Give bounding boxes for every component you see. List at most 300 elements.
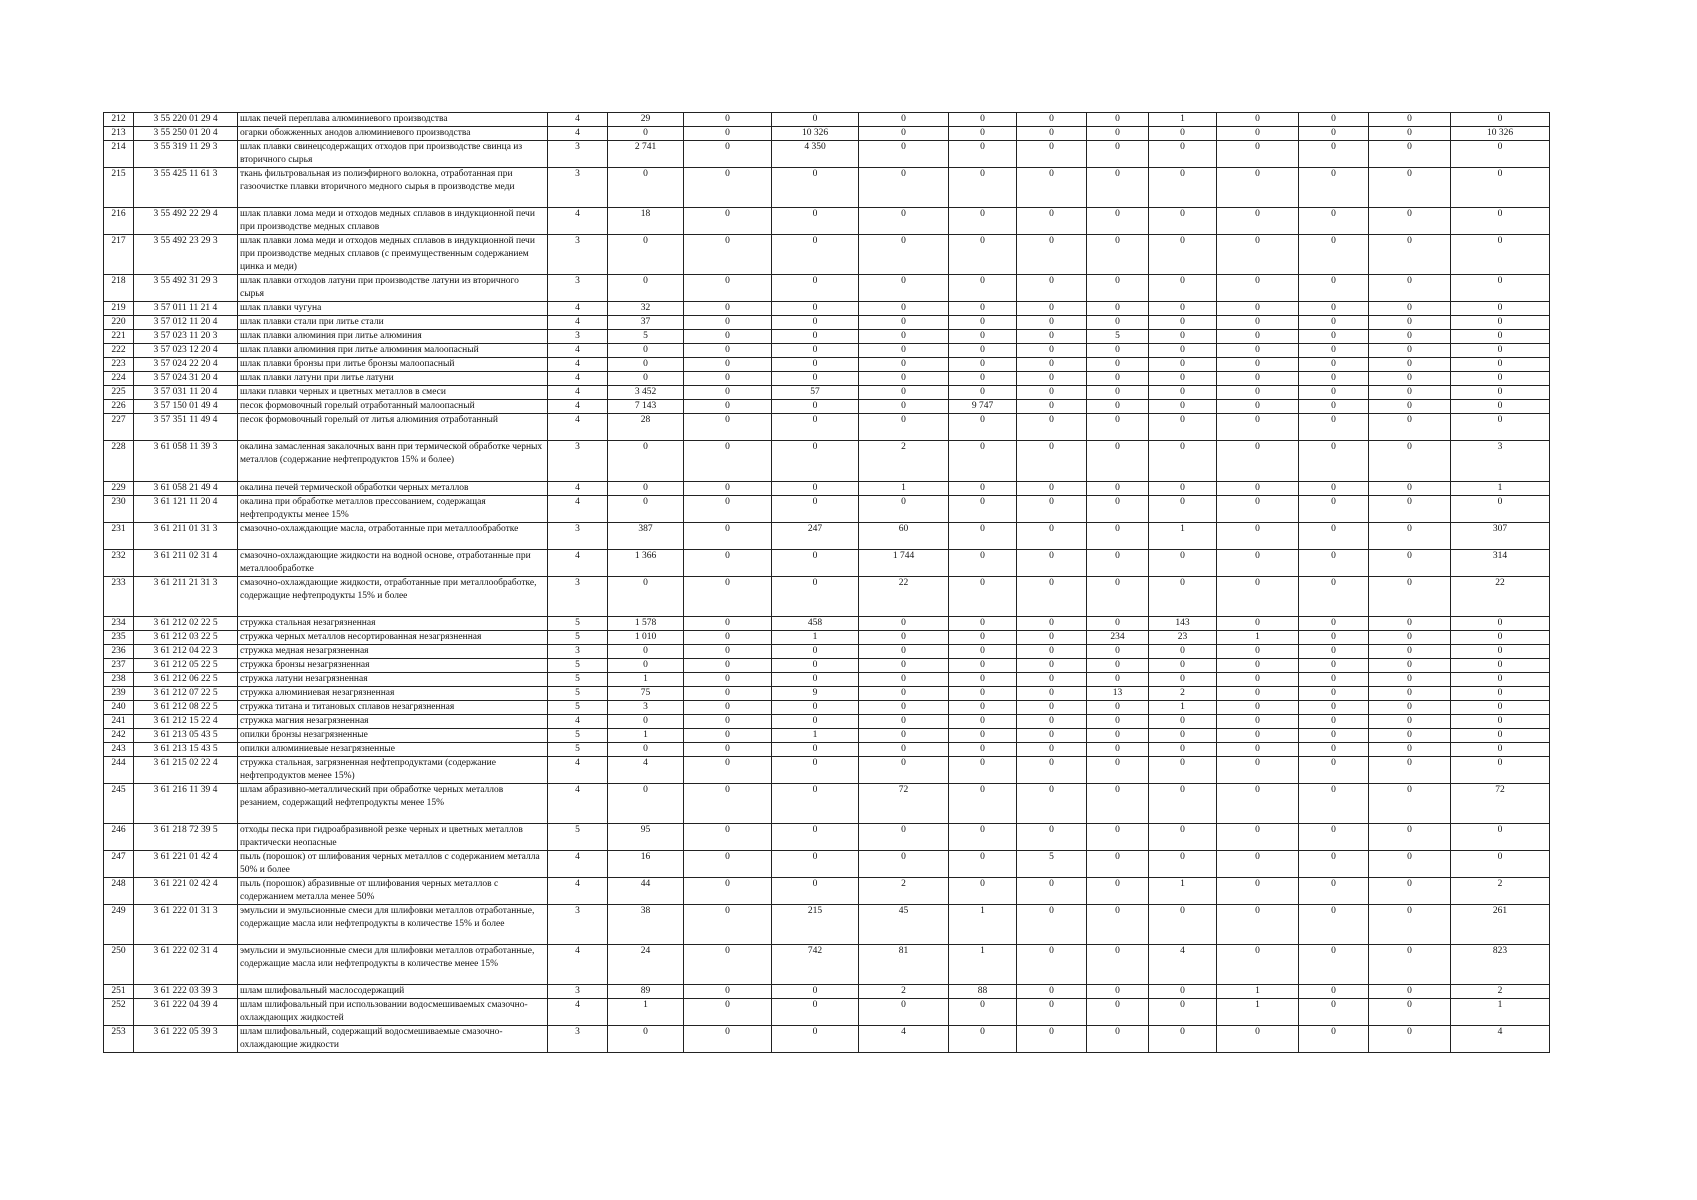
value-cell: 0 xyxy=(859,344,949,358)
value-cell: 0 xyxy=(1369,141,1451,168)
value-cell: 2 xyxy=(1451,985,1550,999)
value-cell: 0 xyxy=(1451,386,1550,400)
row-number-cell: 249 xyxy=(104,905,134,945)
hazard-class-cell: 4 xyxy=(548,372,608,386)
row-number-cell: 222 xyxy=(104,344,134,358)
value-cell: 0 xyxy=(608,645,684,659)
value-cell: 0 xyxy=(1087,386,1149,400)
waste-name-cell: окалина печей термической обработки черных металлов xyxy=(238,482,548,496)
table-row xyxy=(104,344,1550,358)
table-row xyxy=(104,985,1550,999)
value-cell: 89 xyxy=(608,985,684,999)
value-cell: 0 xyxy=(1149,496,1217,523)
value-cell: 0 xyxy=(859,400,949,414)
value-cell: 0 xyxy=(1369,441,1451,482)
value-cell: 0 xyxy=(1087,851,1149,878)
value-cell: 0 xyxy=(1217,659,1299,673)
value-cell: 0 xyxy=(859,617,949,631)
table-row xyxy=(104,945,1550,985)
table-row xyxy=(104,577,1550,617)
row-number-cell: 241 xyxy=(104,715,134,729)
hazard-class-cell: 4 xyxy=(548,715,608,729)
value-cell: 0 xyxy=(1017,784,1087,824)
value-cell: 0 xyxy=(1087,617,1149,631)
value-cell: 0 xyxy=(772,372,859,386)
value-cell: 0 xyxy=(949,673,1017,687)
value-cell: 0 xyxy=(1087,496,1149,523)
value-cell: 0 xyxy=(1299,743,1369,757)
hazard-class-cell: 4 xyxy=(548,302,608,316)
value-cell: 0 xyxy=(1299,275,1369,302)
row-number-cell: 247 xyxy=(104,851,134,878)
value-cell: 0 xyxy=(1087,645,1149,659)
waste-code-cell: 3 55 250 01 20 4 xyxy=(134,127,238,141)
value-cell: 0 xyxy=(1017,141,1087,168)
value-cell: 0 xyxy=(1451,316,1550,330)
value-cell: 0 xyxy=(1017,631,1087,645)
value-cell: 0 xyxy=(1217,617,1299,631)
value-cell: 10 326 xyxy=(1451,127,1550,141)
value-cell: 0 xyxy=(1299,878,1369,905)
value-cell: 0 xyxy=(1017,945,1087,985)
value-cell: 0 xyxy=(1217,645,1299,659)
table-row xyxy=(104,673,1550,687)
value-cell: 0 xyxy=(608,784,684,824)
waste-code-cell: 3 61 212 15 22 4 xyxy=(134,715,238,729)
table-row xyxy=(104,701,1550,715)
value-cell: 0 xyxy=(1017,400,1087,414)
table-body xyxy=(104,113,1550,1053)
value-cell: 0 xyxy=(1217,550,1299,577)
table-row xyxy=(104,851,1550,878)
value-cell: 0 xyxy=(1451,275,1550,302)
value-cell: 0 xyxy=(1149,851,1217,878)
value-cell: 0 xyxy=(1087,824,1149,851)
hazard-class-cell: 3 xyxy=(548,168,608,208)
value-cell: 0 xyxy=(772,757,859,784)
waste-code-cell: 3 61 218 72 39 5 xyxy=(134,824,238,851)
value-cell: 0 xyxy=(1299,113,1369,127)
value-cell: 0 xyxy=(1299,302,1369,316)
waste-name-cell: стружка латуни незагрязненная xyxy=(238,673,548,687)
value-cell: 0 xyxy=(1017,275,1087,302)
value-cell: 0 xyxy=(1369,400,1451,414)
value-cell: 0 xyxy=(1217,330,1299,344)
value-cell: 0 xyxy=(1017,743,1087,757)
hazard-class-cell: 4 xyxy=(548,113,608,127)
value-cell: 0 xyxy=(949,550,1017,577)
waste-code-cell: 3 55 492 22 29 4 xyxy=(134,208,238,235)
value-cell: 458 xyxy=(772,617,859,631)
value-cell: 0 xyxy=(1369,945,1451,985)
value-cell: 0 xyxy=(1299,550,1369,577)
value-cell: 7 143 xyxy=(608,400,684,414)
table-row xyxy=(104,127,1550,141)
value-cell: 1 xyxy=(772,729,859,743)
value-cell: 3 452 xyxy=(608,386,684,400)
value-cell: 0 xyxy=(1017,208,1087,235)
table-row xyxy=(104,441,1550,482)
value-cell: 0 xyxy=(1017,617,1087,631)
value-cell: 0 xyxy=(684,784,772,824)
value-cell: 0 xyxy=(772,235,859,275)
row-number-cell: 227 xyxy=(104,414,134,441)
value-cell: 1 578 xyxy=(608,617,684,631)
waste-name-cell: смазочно-охлаждающие жидкости на водной основе, отработанные при металлообработке xyxy=(238,550,548,577)
waste-name-cell: шлак плавки свинецсодержащих отходов при производстве свинца из вторичного сырья xyxy=(238,141,548,168)
table-row xyxy=(104,659,1550,673)
value-cell: 0 xyxy=(1299,999,1369,1026)
value-cell: 0 xyxy=(1369,372,1451,386)
value-cell: 0 xyxy=(684,414,772,441)
hazard-class-cell: 4 xyxy=(548,344,608,358)
row-number-cell: 228 xyxy=(104,441,134,482)
row-number-cell: 244 xyxy=(104,757,134,784)
row-number-cell: 217 xyxy=(104,235,134,275)
value-cell: 0 xyxy=(684,330,772,344)
table-row xyxy=(104,386,1550,400)
hazard-class-cell: 4 xyxy=(548,386,608,400)
waste-code-cell: 3 57 012 11 20 4 xyxy=(134,316,238,330)
value-cell: 72 xyxy=(859,784,949,824)
value-cell: 0 xyxy=(608,275,684,302)
value-cell: 387 xyxy=(608,523,684,550)
value-cell: 0 xyxy=(608,743,684,757)
table-row xyxy=(104,757,1550,784)
waste-name-cell: отходы песка при гидроабразивной резке черных и цветных металлов практически неопасные xyxy=(238,824,548,851)
value-cell: 45 xyxy=(859,905,949,945)
value-cell: 0 xyxy=(1369,905,1451,945)
waste-name-cell: пыль (порошок) от шлифования черных металлов с содержанием металла 50% и более xyxy=(238,851,548,878)
value-cell: 0 xyxy=(1299,523,1369,550)
waste-name-cell: шлам шлифовальный при использовании водосмешиваемых смазочно-охлаждающих жидкостей xyxy=(238,999,548,1026)
table-row xyxy=(104,302,1550,316)
value-cell: 0 xyxy=(859,113,949,127)
value-cell: 0 xyxy=(1017,235,1087,275)
value-cell: 0 xyxy=(772,659,859,673)
value-cell: 0 xyxy=(772,496,859,523)
value-cell: 0 xyxy=(1149,577,1217,617)
value-cell: 0 xyxy=(1369,851,1451,878)
value-cell: 0 xyxy=(608,358,684,372)
value-cell: 0 xyxy=(1369,496,1451,523)
hazard-class-cell: 3 xyxy=(548,905,608,945)
value-cell: 0 xyxy=(1369,275,1451,302)
value-cell: 0 xyxy=(949,757,1017,784)
waste-code-cell: 3 61 221 02 42 4 xyxy=(134,878,238,905)
value-cell: 0 xyxy=(1017,358,1087,372)
value-cell: 0 xyxy=(949,275,1017,302)
value-cell: 0 xyxy=(1217,824,1299,851)
waste-code-cell: 3 57 351 11 49 4 xyxy=(134,414,238,441)
value-cell: 22 xyxy=(1451,577,1550,617)
waste-name-cell: стружка стальная незагрязненная xyxy=(238,617,548,631)
value-cell: 0 xyxy=(859,386,949,400)
value-cell: 0 xyxy=(1017,113,1087,127)
value-cell: 0 xyxy=(1451,113,1550,127)
value-cell: 0 xyxy=(1299,757,1369,784)
value-cell: 0 xyxy=(1451,659,1550,673)
value-cell: 0 xyxy=(1017,729,1087,743)
value-cell: 0 xyxy=(1087,659,1149,673)
row-number-cell: 248 xyxy=(104,878,134,905)
value-cell: 0 xyxy=(1299,208,1369,235)
value-cell: 0 xyxy=(1087,358,1149,372)
value-cell: 0 xyxy=(859,729,949,743)
value-cell: 0 xyxy=(859,235,949,275)
value-cell: 0 xyxy=(859,127,949,141)
value-cell: 0 xyxy=(1149,985,1217,999)
value-cell: 0 xyxy=(1149,441,1217,482)
row-number-cell: 240 xyxy=(104,701,134,715)
value-cell: 0 xyxy=(1087,985,1149,999)
value-cell: 0 xyxy=(684,344,772,358)
table-row xyxy=(104,784,1550,824)
value-cell: 0 xyxy=(949,302,1017,316)
value-cell: 0 xyxy=(1017,168,1087,208)
waste-name-cell: эмульсии и эмульсионные смеси для шлифовки металлов отработанные, содержащие масла или нефтепродукты в количестве менее 15% xyxy=(238,945,548,985)
value-cell: 0 xyxy=(1087,577,1149,617)
value-cell: 0 xyxy=(949,441,1017,482)
row-number-cell: 230 xyxy=(104,496,134,523)
hazard-class-cell: 3 xyxy=(548,645,608,659)
value-cell: 0 xyxy=(684,550,772,577)
value-cell: 0 xyxy=(1149,386,1217,400)
value-cell: 0 xyxy=(1369,208,1451,235)
value-cell: 261 xyxy=(1451,905,1550,945)
row-number-cell: 238 xyxy=(104,673,134,687)
waste-code-cell: 3 61 211 02 31 4 xyxy=(134,550,238,577)
table-row xyxy=(104,743,1550,757)
value-cell: 0 xyxy=(1369,302,1451,316)
value-cell: 0 xyxy=(859,141,949,168)
value-cell: 0 xyxy=(949,330,1017,344)
value-cell: 0 xyxy=(1299,316,1369,330)
waste-name-cell: стружка титана и титановых сплавов незагрязненная xyxy=(238,701,548,715)
value-cell: 0 xyxy=(949,824,1017,851)
value-cell: 0 xyxy=(1299,441,1369,482)
hazard-class-cell: 3 xyxy=(548,1026,608,1053)
value-cell: 0 xyxy=(949,659,1017,673)
value-cell: 0 xyxy=(859,414,949,441)
value-cell: 0 xyxy=(772,441,859,482)
value-cell: 0 xyxy=(1149,358,1217,372)
value-cell: 0 xyxy=(1299,645,1369,659)
hazard-class-cell: 3 xyxy=(548,141,608,168)
waste-name-cell: шлак плавки латуни при литье латуни xyxy=(238,372,548,386)
value-cell: 1 744 xyxy=(859,550,949,577)
value-cell: 0 xyxy=(859,302,949,316)
hazard-class-cell: 4 xyxy=(548,999,608,1026)
value-cell: 0 xyxy=(684,757,772,784)
value-cell: 0 xyxy=(1299,673,1369,687)
value-cell: 0 xyxy=(859,330,949,344)
value-cell: 0 xyxy=(1217,687,1299,701)
value-cell: 0 xyxy=(1017,386,1087,400)
value-cell: 0 xyxy=(1299,235,1369,275)
value-cell: 0 xyxy=(1299,701,1369,715)
value-cell: 37 xyxy=(608,316,684,330)
waste-name-cell: шлак плавки отходов латуни при производстве латуни из вторичного сырья xyxy=(238,275,548,302)
value-cell: 0 xyxy=(949,851,1017,878)
value-cell: 2 xyxy=(859,878,949,905)
table-row xyxy=(104,208,1550,235)
value-cell: 1 xyxy=(859,482,949,496)
table-row xyxy=(104,905,1550,945)
value-cell: 0 xyxy=(1087,482,1149,496)
row-number-cell: 252 xyxy=(104,999,134,1026)
value-cell: 0 xyxy=(859,208,949,235)
waste-code-cell: 3 61 221 01 42 4 xyxy=(134,851,238,878)
value-cell: 0 xyxy=(1451,141,1550,168)
row-number-cell: 232 xyxy=(104,550,134,577)
waste-name-cell: смазочно-охлаждающие жидкости, отработанные при металлообработке, содержащие нефтепродукты 15% и более xyxy=(238,577,548,617)
value-cell: 0 xyxy=(1451,400,1550,414)
value-cell: 0 xyxy=(1217,715,1299,729)
value-cell: 23 xyxy=(1149,631,1217,645)
value-cell: 0 xyxy=(1217,113,1299,127)
value-cell: 0 xyxy=(684,208,772,235)
waste-code-cell: 3 57 011 11 21 4 xyxy=(134,302,238,316)
waste-code-cell: 3 57 023 11 20 3 xyxy=(134,330,238,344)
value-cell: 0 xyxy=(1299,945,1369,985)
waste-code-cell: 3 61 058 21 49 4 xyxy=(134,482,238,496)
hazard-class-cell: 3 xyxy=(548,275,608,302)
hazard-class-cell: 3 xyxy=(548,235,608,275)
value-cell: 0 xyxy=(949,482,1017,496)
value-cell: 9 xyxy=(772,687,859,701)
waste-name-cell: стружка медная незагрязненная xyxy=(238,645,548,659)
value-cell: 0 xyxy=(1451,617,1550,631)
value-cell: 0 xyxy=(1087,729,1149,743)
row-number-cell: 236 xyxy=(104,645,134,659)
value-cell: 5 xyxy=(1017,851,1087,878)
hazard-class-cell: 4 xyxy=(548,400,608,414)
waste-code-cell: 3 57 024 31 20 4 xyxy=(134,372,238,386)
value-cell: 0 xyxy=(1369,482,1451,496)
value-cell: 0 xyxy=(1217,302,1299,316)
waste-name-cell: песок формовочный горелый от литья алюминия отработанный xyxy=(238,414,548,441)
waste-code-cell: 3 61 222 04 39 4 xyxy=(134,999,238,1026)
table-row xyxy=(104,372,1550,386)
value-cell: 0 xyxy=(949,113,1017,127)
value-cell: 0 xyxy=(1299,344,1369,358)
value-cell: 0 xyxy=(1217,757,1299,784)
value-cell: 0 xyxy=(1451,414,1550,441)
waste-name-cell: шлаки плавки черных и цветных металлов в смеси xyxy=(238,386,548,400)
waste-name-cell: шлак плавки алюминия при литье алюминия малоопасный xyxy=(238,344,548,358)
value-cell: 0 xyxy=(1299,715,1369,729)
value-cell: 0 xyxy=(1369,729,1451,743)
value-cell: 4 xyxy=(1451,1026,1550,1053)
hazard-class-cell: 4 xyxy=(548,878,608,905)
value-cell: 0 xyxy=(1149,330,1217,344)
value-cell: 0 xyxy=(1217,743,1299,757)
row-number-cell: 218 xyxy=(104,275,134,302)
value-cell: 0 xyxy=(1451,701,1550,715)
value-cell: 16 xyxy=(608,851,684,878)
value-cell: 0 xyxy=(772,550,859,577)
value-cell: 2 741 xyxy=(608,141,684,168)
value-cell: 0 xyxy=(859,316,949,330)
value-cell: 0 xyxy=(1017,701,1087,715)
value-cell: 0 xyxy=(684,617,772,631)
value-cell: 0 xyxy=(1451,729,1550,743)
hazard-class-cell: 5 xyxy=(548,673,608,687)
value-cell: 0 xyxy=(1451,673,1550,687)
value-cell: 0 xyxy=(1087,302,1149,316)
value-cell: 0 xyxy=(1087,235,1149,275)
value-cell: 0 xyxy=(1369,330,1451,344)
value-cell: 0 xyxy=(1017,127,1087,141)
row-number-cell: 225 xyxy=(104,386,134,400)
value-cell: 0 xyxy=(949,344,1017,358)
value-cell: 0 xyxy=(772,851,859,878)
value-cell: 0 xyxy=(1149,784,1217,824)
value-cell: 234 xyxy=(1087,631,1149,645)
value-cell: 0 xyxy=(1087,1026,1149,1053)
value-cell: 0 xyxy=(1299,631,1369,645)
value-cell: 0 xyxy=(1017,577,1087,617)
waste-code-cell: 3 61 222 03 39 3 xyxy=(134,985,238,999)
value-cell: 0 xyxy=(1299,1026,1369,1053)
value-cell: 0 xyxy=(684,659,772,673)
hazard-class-cell: 4 xyxy=(548,358,608,372)
waste-name-cell: шлак печей переплава алюминиевого производства xyxy=(238,113,548,127)
row-number-cell: 224 xyxy=(104,372,134,386)
value-cell: 0 xyxy=(1217,673,1299,687)
hazard-class-cell: 4 xyxy=(548,208,608,235)
value-cell: 0 xyxy=(772,400,859,414)
value-cell: 0 xyxy=(684,275,772,302)
value-cell: 0 xyxy=(1369,645,1451,659)
hazard-class-cell: 4 xyxy=(548,414,608,441)
value-cell: 0 xyxy=(684,235,772,275)
value-cell: 0 xyxy=(1451,851,1550,878)
hazard-class-cell: 4 xyxy=(548,851,608,878)
value-cell: 0 xyxy=(1217,1026,1299,1053)
value-cell: 314 xyxy=(1451,550,1550,577)
value-cell: 5 xyxy=(608,330,684,344)
value-cell: 0 xyxy=(1149,999,1217,1026)
value-cell: 0 xyxy=(949,701,1017,715)
value-cell: 0 xyxy=(1087,784,1149,824)
table-row xyxy=(104,824,1550,851)
waste-code-cell: 3 61 222 02 31 4 xyxy=(134,945,238,985)
value-cell: 0 xyxy=(1087,127,1149,141)
value-cell: 0 xyxy=(1217,945,1299,985)
value-cell: 0 xyxy=(1217,496,1299,523)
value-cell: 0 xyxy=(772,316,859,330)
waste-name-cell: опилки алюминиевые незагрязненные xyxy=(238,743,548,757)
value-cell: 0 xyxy=(772,358,859,372)
waste-code-cell: 3 61 212 07 22 5 xyxy=(134,687,238,701)
table-row xyxy=(104,999,1550,1026)
value-cell: 0 xyxy=(684,1026,772,1053)
value-cell: 0 xyxy=(1217,482,1299,496)
value-cell: 0 xyxy=(772,482,859,496)
value-cell: 0 xyxy=(1217,577,1299,617)
table-row xyxy=(104,235,1550,275)
value-cell: 0 xyxy=(608,482,684,496)
hazard-class-cell: 5 xyxy=(548,701,608,715)
value-cell: 0 xyxy=(1149,757,1217,784)
row-number-cell: 237 xyxy=(104,659,134,673)
row-number-cell: 229 xyxy=(104,482,134,496)
value-cell: 0 xyxy=(1369,999,1451,1026)
value-cell: 0 xyxy=(859,275,949,302)
value-cell: 0 xyxy=(772,1026,859,1053)
